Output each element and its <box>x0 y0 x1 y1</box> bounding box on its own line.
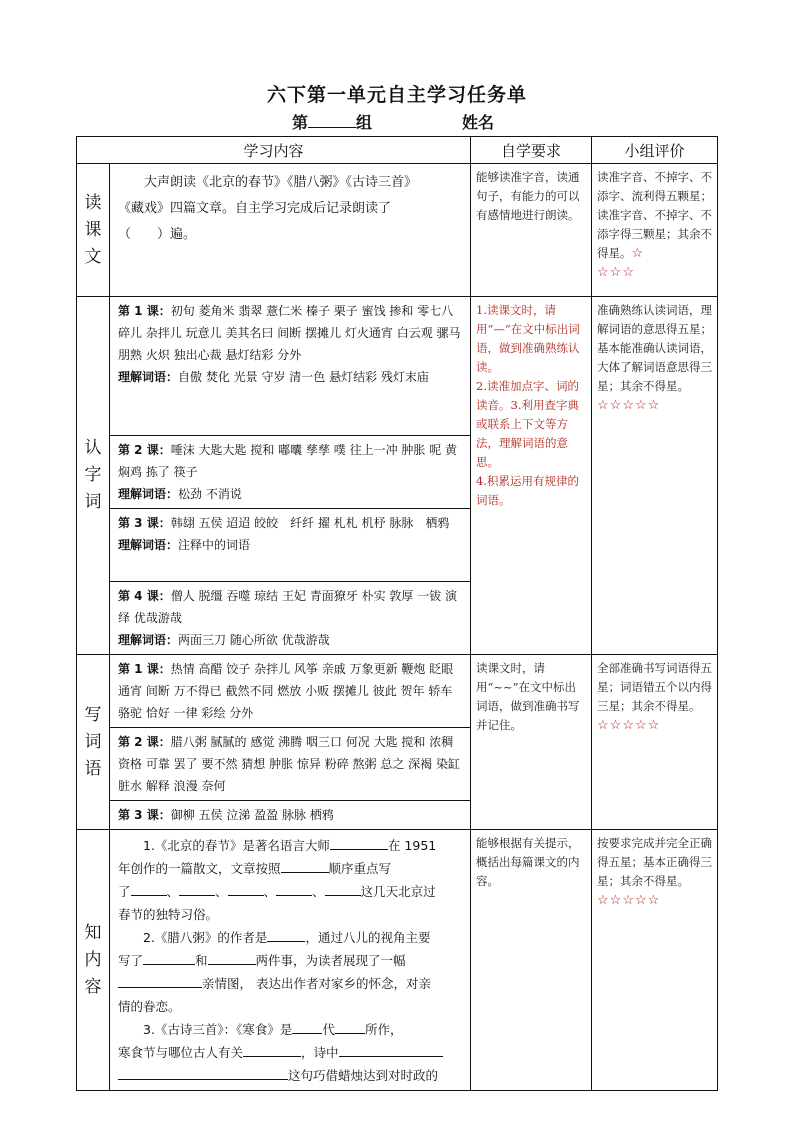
header-eval: 小组评价 <box>592 137 718 164</box>
kn-text: 亲情图， 表达出作者对家乡的怀念，对亲 <box>202 976 431 991</box>
cat-char: 词 <box>84 731 102 752</box>
kn-text: 两件事，为读者展现了一幅 <box>255 953 406 968</box>
writing-eval-text: 全部准确书写词语得五星；词语错五个以内得三星；其余不得星。 <box>597 661 713 713</box>
answer-blank[interactable] <box>131 882 167 896</box>
knowledge-p3-3 <box>118 1064 465 1087</box>
knowledge-stars: ☆☆☆☆☆ <box>597 893 661 908</box>
writing-lesson-2 <box>110 728 471 801</box>
lesson-words: 御柳 五侯 泣涕 盈盈 脉脉 栖鸦 <box>170 808 334 822</box>
lesson-label: 第 3 课： <box>118 808 171 822</box>
lesson-label: 第 1 课： <box>118 304 171 318</box>
answer-blank[interactable] <box>281 859 329 873</box>
writing-lesson-3 <box>110 801 471 830</box>
lesson-words: 唾沫 大匙大匙 搅和 嘟囔 孳孳 噗 往上一冲 肿胀 呢 黄焖鸡 拣了 筷子 <box>118 443 458 479</box>
cat-char: 文 <box>84 246 102 267</box>
words-eval <box>592 297 718 655</box>
answer-blank[interactable] <box>335 1020 365 1034</box>
answer-blank[interactable] <box>292 1020 322 1034</box>
cat-char: 知 <box>84 922 102 943</box>
name-label: 姓名 <box>462 113 495 132</box>
lesson-label: 第 2 课： <box>118 735 171 749</box>
words-eval-text: 准确熟练认读词语，理解词语的意思得五星；基本能准确认读词语，大体了解词语意思得三星；其余不得星。 <box>597 303 713 393</box>
writing-req: 读课文时，请用“~~”在文中标出词语，做到准确书写并记住。 <box>471 655 592 830</box>
star-icon: ☆ <box>631 246 645 261</box>
answer-blank[interactable] <box>243 1043 301 1057</box>
answer-blank[interactable] <box>267 928 305 942</box>
lesson-label: 第 2 课： <box>118 443 171 457</box>
header-content: 学习内容 <box>77 137 471 164</box>
study-table <box>76 136 718 1091</box>
page-title: 六下第一单元自主学习任务单 <box>266 84 527 106</box>
cat-char: 内 <box>84 949 102 970</box>
knowledge-category <box>77 830 110 1091</box>
kn-text: 春节的独特习俗。 <box>118 907 219 922</box>
understand-words: 自傲 焚化 光景 守岁 清一色 悬灯结彩 残灯末庙 <box>178 370 429 384</box>
words-stars: ☆☆☆☆☆ <box>597 398 661 413</box>
knowledge-p1-3: 了 、 、 、 、 这几天北京过 <box>118 884 436 899</box>
reading-row <box>77 164 718 297</box>
kn-text: 3.《古诗三首》：《寒食》是 <box>143 1022 293 1037</box>
lesson-label: 第 4 课： <box>118 589 171 603</box>
kn-text: 情的眷恋。 <box>118 999 181 1014</box>
writing-stars: ☆☆☆☆☆ <box>597 718 661 733</box>
cat-char: 认 <box>84 438 102 458</box>
answer-blank[interactable] <box>143 951 195 965</box>
kn-text: 在 1951 <box>387 838 437 853</box>
reading-stars: ☆☆☆ <box>597 265 635 280</box>
knowledge-eval-text: 按要求完成并完全正确得五星；基本正确得三星；其余不得星。 <box>597 836 713 888</box>
lesson-words: 腊八粥 腻腻的 感觉 沸腾 咽三口 何况 大匙 搅和 浓稠 资格 可靠 罢了 要不然 猜想 肿胀 惊异 粉碎 熬粥 总之 深褐 染缸 脏水 解释 浪漫 奈何 <box>118 735 460 793</box>
knowledge-p2-3 <box>118 972 465 995</box>
knowledge-p3-2 <box>118 1041 465 1064</box>
knowledge-p2 <box>118 926 465 949</box>
words-lesson-1 <box>110 297 471 436</box>
knowledge-req: 能够根据有关提示，概括出每篇课文的内容。 <box>471 830 592 1091</box>
knowledge-row <box>77 830 718 1091</box>
cat-char: 课 <box>84 219 102 240</box>
answer-blank[interactable] <box>330 836 388 850</box>
cat-char: 读 <box>84 192 102 213</box>
answer-blank[interactable] <box>339 1043 443 1057</box>
lesson-words: 初旬 菱角米 翡翠 薏仁米 榛子 栗子 蜜饯 掺和 零七八碎儿 杂拌儿 玩意儿 美其名曰 间断 摆摊儿 灯火通宵 白云观 骡马 朋熟 火炽 独出心裁 悬灯结彩 分外 <box>118 304 461 362</box>
kn-text: 写了 <box>118 953 144 968</box>
kn-text: 这几天北京过 <box>360 884 436 899</box>
words-lesson-3 <box>110 509 471 582</box>
words-req <box>471 297 592 655</box>
cat-char: 写 <box>84 704 102 725</box>
answer-blank[interactable] <box>179 882 215 896</box>
understand-label: 理解词语： <box>118 487 179 501</box>
knowledge-p1-2 <box>118 857 465 880</box>
lesson-words: 韩翃 五侯 迢迢 皎皎 纤纤 擢 札札 机杼 脉脉 栖鸦 <box>170 516 450 530</box>
reading-req: 能够读准字音，读通句子，有能力的可以有感情地进行朗读。 <box>471 164 592 297</box>
cat-char: 词 <box>84 492 102 512</box>
reading-eval-text: 读准字音、不掉字、不添字、流利得五颗星；读准字音、不掉字、不添字得三颗星；其余不得星。 <box>597 170 713 260</box>
understand-label: 理解词语： <box>118 370 179 384</box>
writing-row-1 <box>77 655 718 728</box>
req-item: 3.利用查字典或联系上下文等方法，理解词语的意思。 <box>476 398 579 469</box>
words-category <box>77 297 110 655</box>
words-row-1 <box>77 297 718 436</box>
group-field <box>292 110 372 133</box>
understand-words: 松劲 不消说 <box>178 487 242 501</box>
reading-line: （ ）遍。 <box>118 227 197 242</box>
reading-category <box>77 164 110 297</box>
answer-blank[interactable] <box>118 974 202 988</box>
understand-label: 理解词语： <box>118 633 179 647</box>
knowledge-eval <box>592 830 718 1091</box>
knowledge-p3 <box>118 1018 465 1041</box>
answer-blank[interactable] <box>208 951 256 965</box>
kn-text: 1.《北京的春节》是著名语言大师 <box>143 838 330 853</box>
understand-label: 理解词语： <box>118 538 179 552</box>
kn-text: 所作， <box>364 1022 403 1037</box>
kn-text: ，诗中 <box>301 1045 339 1060</box>
understand-words: 两面三刀 随心所欲 优哉游哉 <box>178 633 330 647</box>
kn-text: 和 <box>195 953 208 968</box>
req-item: 1.读课文时，请用“—”在文中标出词语，做到准确熟练认读。 <box>476 303 580 374</box>
writing-eval <box>592 655 718 830</box>
knowledge-p1 <box>118 834 465 857</box>
req-item: 2.读准加点字、词的读音。 <box>476 379 579 412</box>
group-suffix: 组 <box>356 113 373 132</box>
kn-text: 代 <box>322 1022 335 1037</box>
lesson-words: 僧人 脱缰 吞噬 琼结 王妃 青面獠牙 朴实 敦厚 一钹 演绎 优哉游哉 <box>118 589 458 625</box>
words-lesson-2 <box>110 436 471 509</box>
answer-blank[interactable] <box>276 882 312 896</box>
words-lesson-4 <box>110 582 471 655</box>
header-req: 自学要求 <box>471 137 592 164</box>
group-prefix: 第 <box>292 113 309 132</box>
understand-words: 注释中的词语 <box>178 538 251 552</box>
knowledge-p2-2 <box>118 949 465 972</box>
cat-char: 字 <box>84 465 102 485</box>
writing-category <box>77 655 110 830</box>
req-item: 4.积累运用有规律的词语。 <box>476 474 579 507</box>
lesson-label: 第 3 课： <box>118 516 171 530</box>
answer-blank[interactable] <box>325 882 361 896</box>
group-blank[interactable] <box>308 113 356 128</box>
kn-text: 2.《腊八粥》的作者是 <box>143 930 268 945</box>
kn-text: 了 <box>118 884 131 899</box>
knowledge-content <box>110 830 471 1091</box>
reading-content <box>110 164 471 297</box>
cat-char: 容 <box>84 976 102 997</box>
answer-blank[interactable] <box>228 882 264 896</box>
answer-blank[interactable] <box>118 1066 288 1080</box>
reading-line: 《藏戏》四篇文章。自主学习完成后记录朗读了 <box>118 201 392 216</box>
reading-eval <box>592 164 718 297</box>
kn-text: 顺序重点写 <box>328 861 392 876</box>
lesson-words: 热情 高醋 饺子 杂拌儿 风筝 亲戚 万象更新 鞭炮 眨眼 通宵 间断 万不得已 截然不同 燃放 小贩 摆摊儿 彼此 贺年 轿车 骆驼 恰好 一律 彩绘 分外 <box>118 662 454 720</box>
kn-text: 寒食节与哪位古人有关 <box>118 1045 244 1060</box>
kn-text: ，通过八儿的视角主要 <box>305 930 431 945</box>
reading-line: 大声朗读《北京的春节》《腊八粥》《古诗三首》 <box>144 175 418 190</box>
cat-char: 语 <box>84 758 102 779</box>
lesson-label: 第 1 课： <box>118 662 171 676</box>
kn-text: 这句巧借蜡烛达到对时政的 <box>288 1068 439 1083</box>
kn-text: 年创作的一篇散文，文章按照 <box>118 861 281 876</box>
header-row <box>77 137 718 164</box>
writing-lesson-1 <box>110 655 471 728</box>
